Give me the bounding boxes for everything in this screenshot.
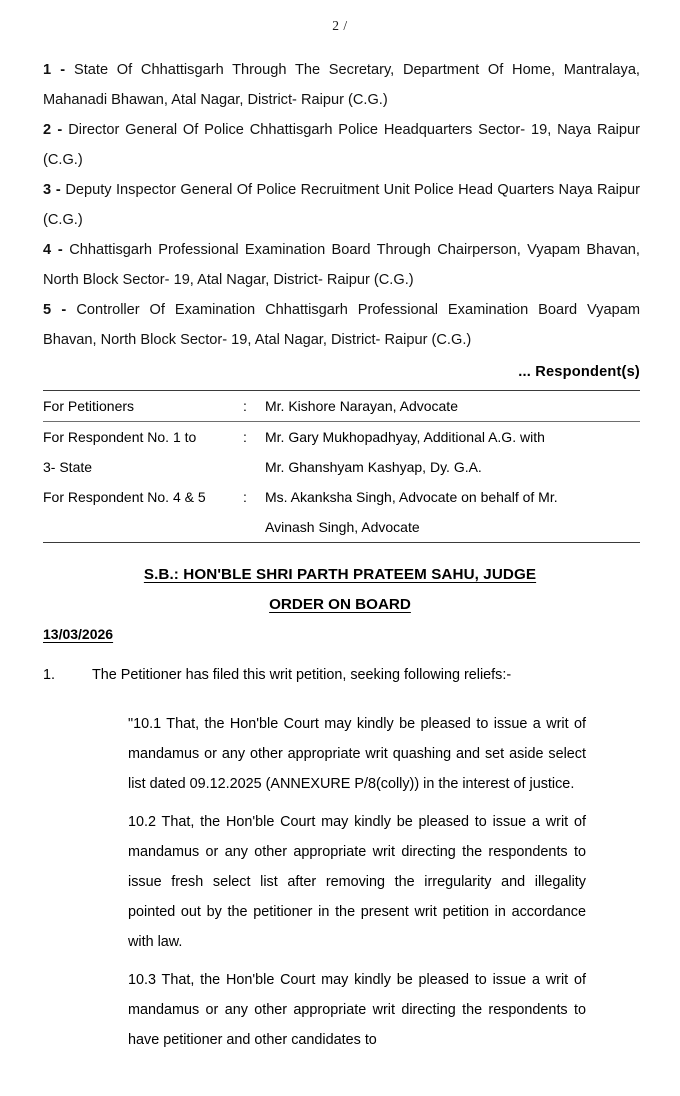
respondent-entry	[43, 115, 640, 175]
table-row	[43, 422, 640, 452]
respondent-number: 1 -	[43, 62, 66, 78]
relief-item: "10.1 That, the Hon'ble Court may kindly be pleased to issue a writ of mandamus or any other appropriate writ quashing and set aside select list dated 09.12.2025 (ANNEXURE P/8(colly)) in the interest of justice.	[128, 716, 586, 792]
respondent-entry	[43, 295, 640, 355]
appearances-table	[43, 390, 640, 543]
page-number-header: 2 /	[332, 18, 348, 33]
respondent-entry	[43, 235, 640, 295]
table-row	[43, 391, 640, 422]
table-row	[43, 452, 640, 482]
appearance-value: Mr. Gary Mukhopadhyay, Additional A.G. with	[265, 429, 545, 445]
relief-list	[128, 709, 586, 1055]
order-paragraph-text: The Petitioner has filed this writ petition, seeking following reliefs:-	[92, 667, 512, 683]
appearance-colon: :	[243, 429, 247, 445]
coram-text: S.B.: HON'BLE SHRI PARTH PRATEEM SAHU, JUDGE	[143, 566, 537, 583]
order-heading-text: ORDER ON BOARD	[269, 596, 411, 613]
relief-item: 10.3 That, the Hon'ble Court may kindly be pleased to issue a writ of mandamus or any other appropriate writ directing the respondents to have petitioner and other candidates to	[128, 972, 586, 1048]
respondent-number: 5 -	[43, 302, 67, 318]
appearance-value: Ms. Akanksha Singh, Advocate on behalf of Mr.	[265, 489, 558, 505]
appearance-label: For Respondent No. 4 & 5	[43, 489, 206, 505]
appearance-label: For Respondent No. 1 to	[43, 429, 197, 445]
respondent-number: 3 -	[43, 182, 61, 198]
appearance-label: For Petitioners	[43, 398, 135, 414]
respondent-number: 4 -	[43, 242, 63, 258]
order-date	[43, 626, 113, 642]
table-row	[43, 512, 640, 542]
coram-line	[0, 566, 680, 583]
respondent-entry	[43, 175, 640, 235]
appearance-value: Mr. Ghanshyam Kashyap, Dy. G.A.	[265, 459, 482, 475]
respondent-text: Deputy Inspector General Of Police Recruitment Unit Police Head Quarters Naya Raipur (C.G.)	[43, 182, 640, 228]
appearance-colon: :	[243, 489, 247, 505]
order-paragraph-1	[43, 663, 640, 687]
appearance-value: Mr. Kishore Narayan, Advocate	[265, 398, 458, 414]
respondent-entry	[43, 55, 640, 115]
respondent-text: Director General Of Police Chhattisgarh Police Headquarters Sector- 19, Naya Raipur (C.G.)	[43, 122, 640, 168]
order-paragraph-number: 1.	[43, 667, 56, 683]
appearance-label: 3- State	[43, 459, 93, 475]
order-date-text: 13/03/2026	[43, 626, 114, 642]
respondent-text: Chhattisgarh Professional Examination Board Through Chairperson, Vyapam Bhavan, North Block Sector- 19, Atal Nagar, District- Raipur (C.G.)	[43, 242, 640, 288]
relief-item: 10.2 That, the Hon'ble Court may kindly be pleased to issue a writ of mandamus or any other appropriate writ directing the respondents to issue fresh select list after removing the irregularity and illegality pointed out by the petitioner in the present writ petition in accordance with law.	[128, 814, 586, 950]
respondent-party-list	[43, 55, 640, 386]
respondent-label: ... Respondent(s)	[518, 364, 640, 380]
order-heading	[0, 596, 680, 613]
respondent-text: State Of Chhattisgarh Through The Secretary, Department Of Home, Mantralaya, Mahanadi Bhawan, Atal Nagar, District- Raipur (C.G.)	[43, 62, 640, 108]
appearance-value: Avinash Singh, Advocate	[265, 519, 420, 535]
respondent-number: 2 -	[43, 122, 63, 138]
respondent-text: Controller Of Examination Chhattisgarh Professional Examination Board Vyapam Bhavan, North Block Sector- 19, Atal Nagar, District- Raipur (C.G.)	[43, 302, 640, 348]
table-row	[43, 482, 640, 512]
appearance-colon: :	[243, 398, 247, 414]
